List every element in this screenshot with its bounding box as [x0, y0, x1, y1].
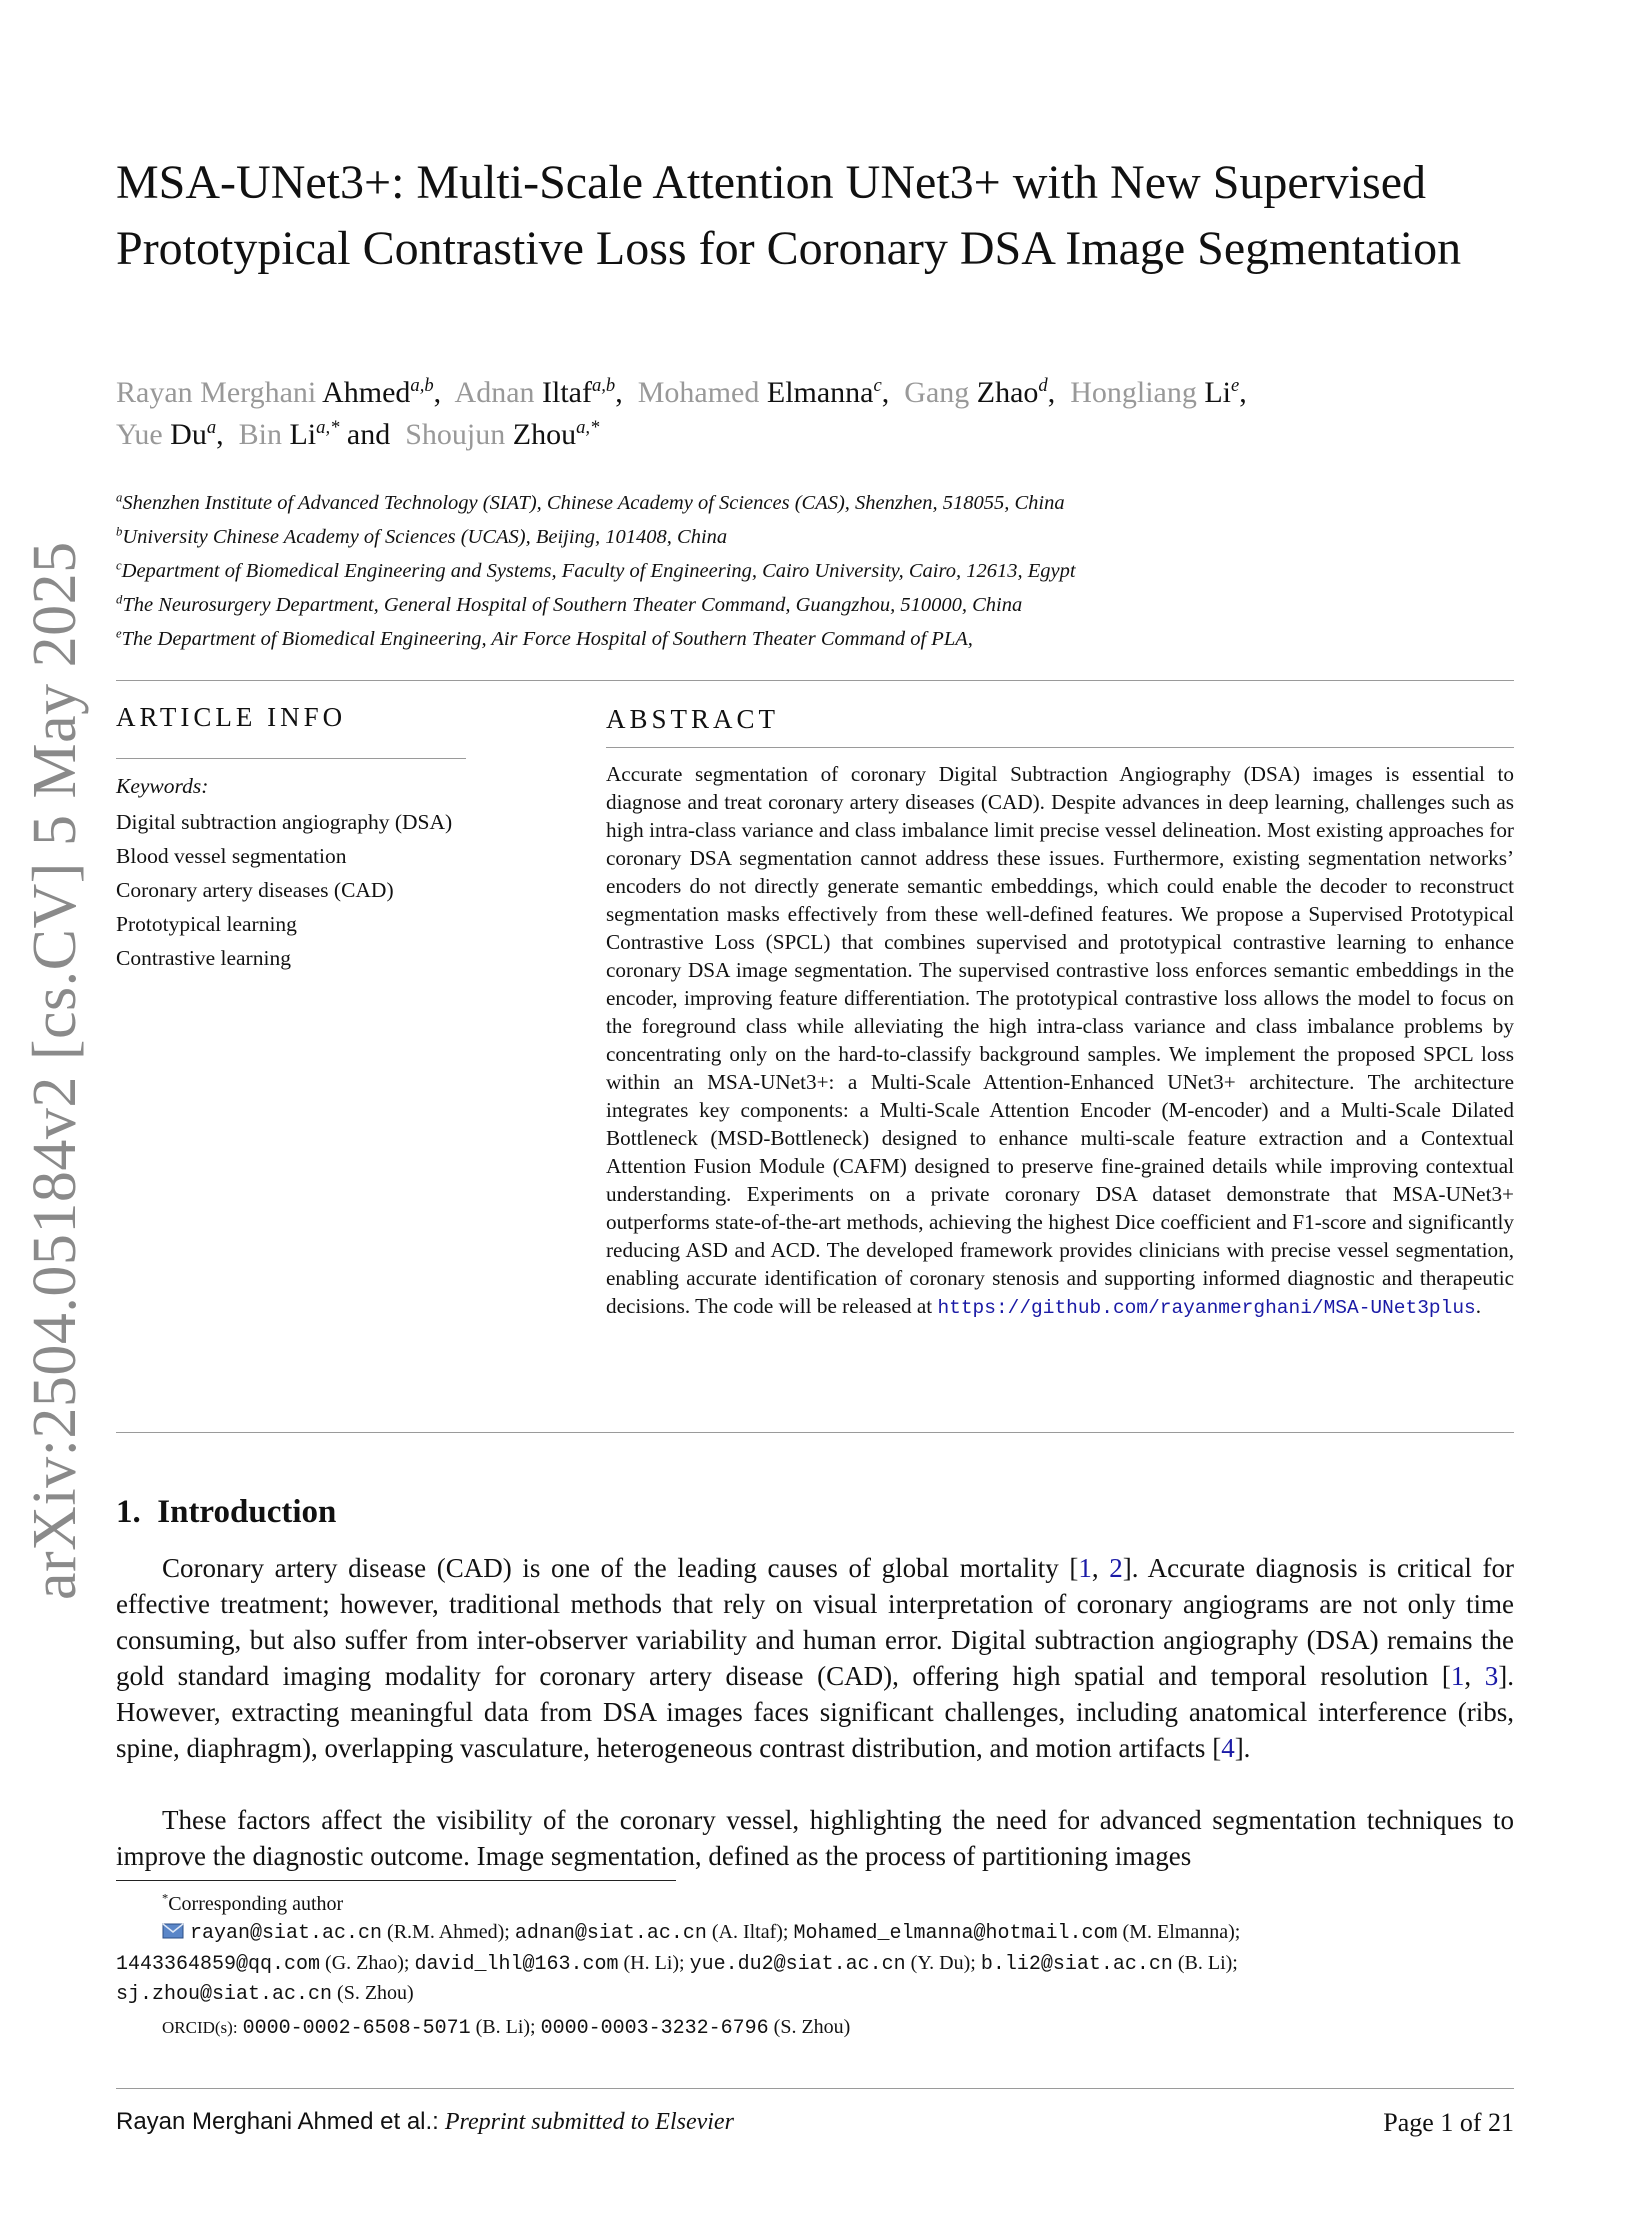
- running-footer: Rayan Merghani Ahmed et al.: Preprint submitted to Elsevier: [116, 2108, 734, 2135]
- email-link[interactable]: b.li2@siat.ac.cn: [980, 1953, 1173, 1976]
- section-heading: 1. Introduction: [116, 1494, 337, 1530]
- footer-rule: [116, 2088, 1514, 2089]
- author-list: [116, 372, 1516, 456]
- author: Mohamed Elmanna$^c$,: [637, 374, 890, 409]
- keyword: Blood vessel segmentation: [116, 844, 347, 868]
- citation-link[interactable]: 2: [1109, 1553, 1123, 1583]
- email-link[interactable]: david_lhl@163.com: [414, 1953, 619, 1976]
- corresponding-note: *Corresponding author: [162, 1891, 344, 1915]
- orcid-list: ORCID(s): 0000-0002-6508-5071 (B. Li); 0000-0003-3232-6796 (S. Zhou): [162, 2016, 851, 2040]
- email-list: sj.zhou@siat.ac.cn (S. Zhou): [116, 1982, 414, 2006]
- citation-link[interactable]: 1: [1078, 1553, 1092, 1583]
- affiliation: $^b$University Chinese Academy of Sciences (UCAS), Beijing, 101408, China: [116, 524, 728, 548]
- author: Hongliang Li$^e$,: [1070, 374, 1247, 409]
- abstract-body: Accurate segmentation of coronary Digital Subtraction Angiography (DSA) images is essential to diagnose and treat coronary artery diseases (CAD). Despite advances in deep learning, challenges such as high intra-class variance and class imbalance limit precise vessel delineation. Most existing approaches for coronary DSA segmentation cannot address these issues. Furthermore, existing segmentation networks’ encoders do not directly generate semantic embeddings, which could enable the decoder to reconstruct segmentation masks effectively from these well-defined features. We propose a Supervised Prototypical Contrastive Loss (SPCL) that combines supervised and prototypical contrastive learning to enhance coronary DSA image segmentation. The supervised contrastive loss enforces semantic embeddings in the encoder, improving feature differentiation. The prototypical contrastive loss allows the model to focus on the foreground class while alleviating the high intra-class variance and class imbalance problems by concentrating only on the hard-to-classify background samples. We implement the proposed SPCL loss within an MSA-UNet3+: a Multi-Scale Attention-Enhanced UNet3+ architecture. The architecture integrates key components: a Multi-Scale Attention Encoder (M-encoder) and a Multi-Scale Dilated Bottleneck (MSD-Bottleneck) designed to enhance multi-scale feature extraction and a Contextual Attention Fusion Module (CAFM) designed to preserve fine-grained details while improving contextual understanding. Experiments on a private coronary DSA dataset demonstrate that MSA-UNet3+ outperforms state-of-the-art methods, achieving the highest Dice coefficient and F1-score and significantly reducing ASD and ACD. The developed framework provides clinicians with precise vessel segmentation, enabling accurate identification of coronary stenosis and supporting informed diagnostic and therapeutic decisions. The code will be released at https://github.com/rayanmerghani/MSA-UNet3plus.: [606, 762, 1514, 1319]
- affiliation: $^c$Department of Biomedical Engineering and Systems, Faculty of Engineering, Cairo University, Cairo, 12613, Egypt: [116, 558, 1076, 582]
- affiliation: $^e$The Department of Biomedical Engineering, Air Force Hospital of Southern Theater Command of PLA,: [116, 626, 973, 650]
- keywords-block: [116, 772, 466, 978]
- affiliation: $^d$The Neurosurgery Department, General Hospital of Southern Theater Command, Guangzhou, 510000, China: [116, 592, 1023, 616]
- email-link[interactable]: Mohamed_elmanna@hotmail.com: [793, 1922, 1118, 1945]
- citation-link[interactable]: 3: [1484, 1661, 1499, 1691]
- keyword: Prototypical learning: [116, 912, 297, 936]
- email-list: 1443364859@qq.com (G. Zhao); david_lhl@163.com (H. Li); yue.du2@siat.ac.cn (Y. Du); b.li2@siat.ac.cn (B. Li);: [116, 1952, 1238, 1976]
- arxiv-stamp: arXiv:2504.05184v2 [cs.CV] 5 May 2025: [21, 541, 89, 1600]
- author: Adnan Iltaf$^{a,b}$,: [454, 374, 623, 409]
- author: Bin $Li^{a,*}$ and: [238, 416, 391, 451]
- divider: [116, 1432, 1514, 1433]
- email-link[interactable]: adnan@siat.ac.cn: [514, 1922, 707, 1945]
- author: Rayan Merghani Ahmed$^{a,b}$,: [116, 374, 442, 409]
- keyword: Coronary artery diseases (CAD): [116, 878, 394, 902]
- email-link[interactable]: sj.zhou@siat.ac.cn: [116, 1983, 333, 2006]
- article-info-heading: ARTICLE INFO: [116, 702, 347, 732]
- divider: [606, 747, 1514, 748]
- citation-link[interactable]: 1: [1450, 1661, 1465, 1691]
- paragraph: These factors affect the visibility of the coronary vessel, highlighting the need for advanced segmentation techniques to improve the diagnostic outcome. Image segmentation, defined as the process of partitioning images: [116, 1805, 1514, 1871]
- divider: [116, 758, 466, 759]
- affiliations: [116, 486, 1516, 656]
- email-link[interactable]: 1443364859@qq.com: [116, 1953, 321, 1976]
- keywords-label: Keywords:: [116, 774, 209, 798]
- divider: [116, 680, 1514, 681]
- paragraph: Coronary artery disease (CAD) is one of the leading causes of global mortality [1, 2]. Accurate diagnosis is critical for effective treatment; however, traditional methods that rely on visual interpretation of coronary angiograms are not only time consuming, but also suffer from inter-observer variability and human error. Digital subtraction angiography (DSA) remains the gold standard imaging modality for coronary artery disease (CAD), offering high spatial and temporal resolution [1, 3]. However, extracting meaningful data from DSA images faces significant challenges, including anatomical interference (ribs, spine, diaphragm), overlapping vasculature, heterogeneous contrast distribution, and motion artifacts [4].: [116, 1553, 1515, 1763]
- page-number: Page 1 of 21: [1383, 2108, 1514, 2137]
- footnote-rule: [116, 1880, 676, 1881]
- email-link[interactable]: yue.du2@siat.ac.cn: [689, 1953, 906, 1976]
- email-list: rayan@siat.ac.cn (R.M. Ahmed); adnan@siat.ac.cn (A. Iltaf); Mohamed_elmanna@hotmail.com (M. Elmanna);: [116, 1918, 1514, 1949]
- email-link[interactable]: rayan@siat.ac.cn: [190, 1922, 383, 1945]
- author: Shoujun Zhou$^{a,*}$: [405, 416, 600, 451]
- paper-title: MSA-UNet3+: Multi-Scale Attention UNet3+ with New Supervised Prototypical Contrastive Loss for Coronary DSA Image Segmentation: [116, 156, 1462, 275]
- keyword: Contrastive learning: [116, 946, 291, 970]
- code-link[interactable]: https://github.com/rayanmerghani/MSA-UNet3plus: [937, 1297, 1476, 1319]
- author: Yue Du$^a$,: [116, 416, 224, 451]
- affiliation: $^a$Shenzhen Institute of Advanced Technology (SIAT), Chinese Academy of Sciences (CAS), Shenzhen, 518055, China: [116, 490, 1065, 514]
- footnotes: [116, 1890, 1514, 2043]
- envelope-icon: [162, 1921, 184, 1949]
- author: Gang Zhao$^d$,: [904, 374, 1056, 409]
- abstract-heading: ABSTRACT: [606, 704, 780, 734]
- abstract-text: Accurate segmentation of coronary Digital Subtraction Angiography (DSA) images is essential to diagnose and treat coronary artery diseases (CAD). Despite advances in deep learning, challenges such as high intra-class variance and class imbalance limit precise vessel delineation. Most existing approaches for coronary DSA segmentation cannot address these issues. Furthermore, existing segmentation networks’ encoders do not directly generate semantic embeddings, which could enable the decoder to reconstruct segmentation masks effectively from these well-defined features. We propose a Supervised Prototypical Contrastive Loss (SPCL) that combines supervised and prototypical contrastive learning to enhance coronary DSA image segmentation. The supervised contrastive loss enforces semantic embeddings in the encoder, improving feature differentiation. The prototypical contrastive loss allows the model to focus on the foreground class while alleviating the high intra-class variance and class imbalance problems by concentrating only on the hard-to-classify background samples. We implement the proposed SPCL loss within an MSA-UNet3+: a Multi-Scale Attention-Enhanced UNet3+ architecture. The architecture integrates key components: a Multi-Scale Attention Encoder (M-encoder) and a Multi-Scale Dilated Bottleneck (MSD-Bottleneck) designed to enhance multi-scale feature extraction and a Contextual Attention Fusion Module (CAFM) designed to preserve fine-grained details while improving contextual understanding. Experiments on a private coronary DSA dataset demonstrate that MSA-UNet3+ outperforms state-of-the-art methods, achieving the highest Dice coefficient and F1-score and significantly reducing ASD and ACD. The developed framework provides clinicians with precise vessel segmentation, enabling accurate identification of coronary stenosis and supporting informed diagnostic and therapeutic decisions. The code will be released at: [606, 762, 1514, 1318]
- keyword: Digital subtraction angiography (DSA): [116, 810, 453, 834]
- orcid-id: 0000-0002-6508-5071: [242, 2017, 471, 2040]
- orcid-id: 0000-0003-3232-6796: [540, 2017, 769, 2040]
- citation-link[interactable]: 4: [1221, 1733, 1235, 1763]
- orcid-label: ORCID(s):: [162, 2018, 238, 2037]
